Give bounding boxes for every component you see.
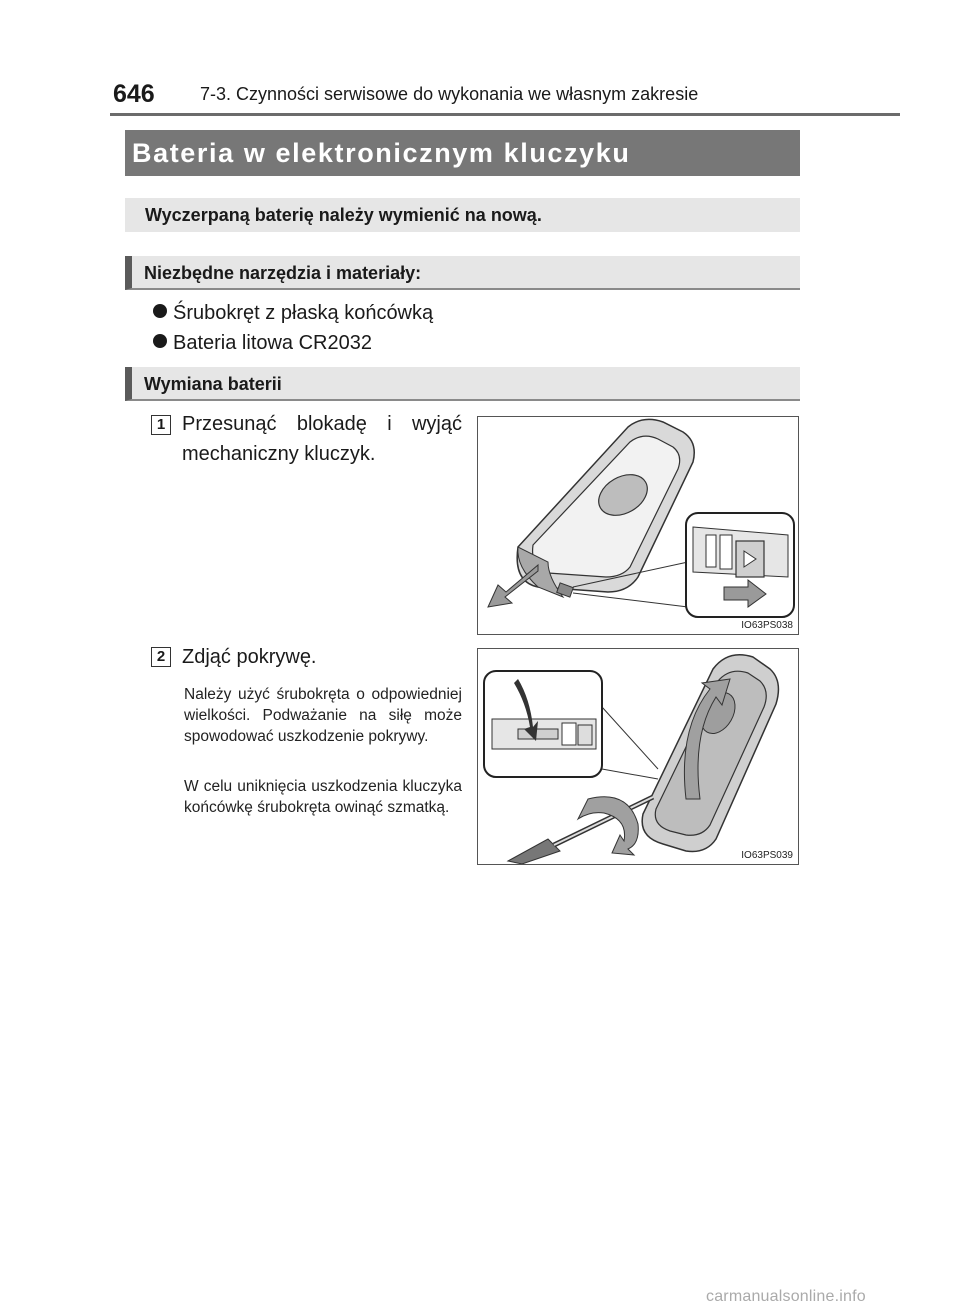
page-number: 646 [113,80,155,108]
bullet-icon [153,304,167,318]
watermark: carmanualsonline.info [706,1288,866,1305]
key-fob-unlock-illustration [478,417,798,634]
step-number-badge: 2 [151,647,171,667]
summary-box: Wyczerpaną baterię należy wymienić na nową. [125,198,800,232]
figure-code: IO63PS038 [741,620,793,631]
tool-item-label: Śrubokręt z płaską końcówką [173,302,434,324]
step-text: Zdjąć pokrywę. [182,646,317,668]
header-rule [110,113,900,116]
step-note: W celu uniknięcia uszkodzenia kluczyka końcówkę śrubokręta owinąć szmatką. [184,778,462,816]
step-text: Przesunąć blokadę i wyjąć mechaniczny kluczyk. [182,413,462,465]
step-number-badge: 1 [151,415,171,435]
figure-key-unlock [477,416,799,635]
tool-item-label: Bateria litowa CR2032 [173,332,372,354]
step-note: Należy użyć śrubokręta o odpowiedniej wielkości. Podważanie na siłę może spowodować uszkodzenie pokrywy. [184,686,462,745]
tools-heading: Niezbędne narzędzia i materiały: [125,256,800,290]
procedure-heading: Wymiana baterii [125,367,800,401]
list-item [153,330,372,356]
cover-removal-illustration [478,649,798,864]
list-item [153,300,433,326]
figure-cover-removal [477,648,799,865]
bullet-icon [153,334,167,348]
figure-code: IO63PS039 [741,850,793,861]
running-title: 7-3. Czynności serwisowe do wykonania we własnym zakresie [200,84,699,104]
section-title: Bateria w elektronicznym kluczyku [125,130,800,176]
